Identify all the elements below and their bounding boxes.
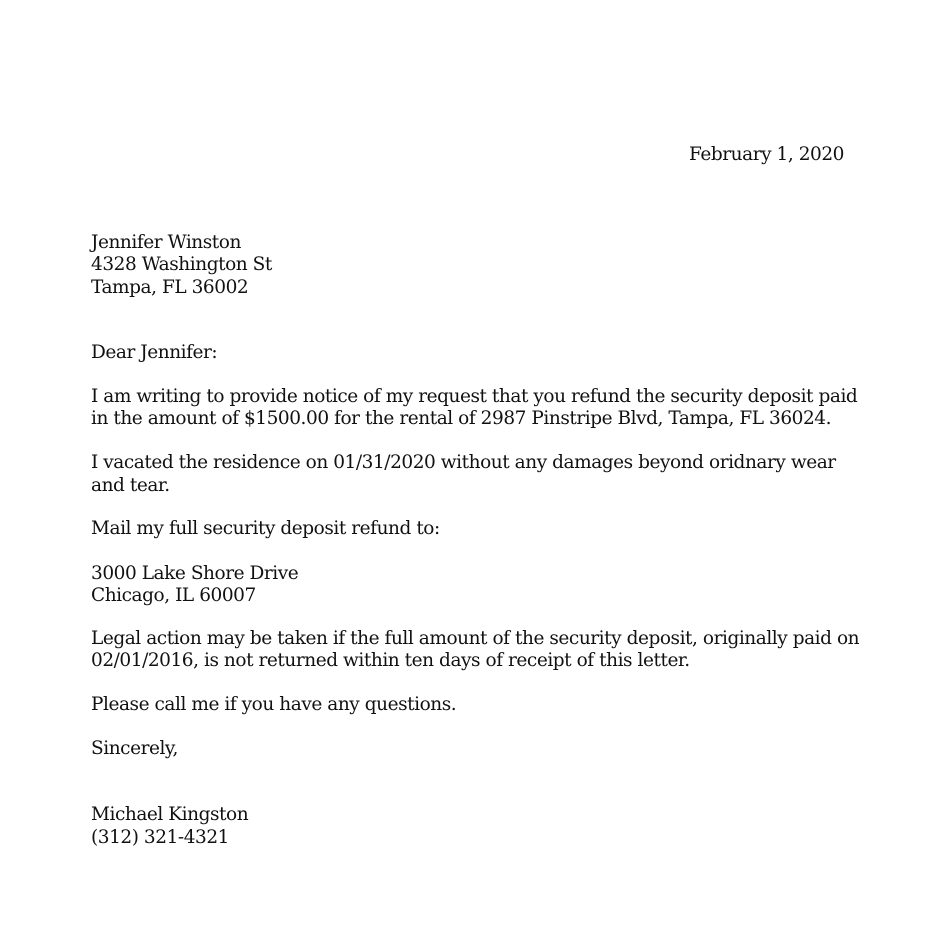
vacated-paragraph-line-1: I vacated the residence on 01/31/2020 without any damages beyond oridnary wear — [91, 452, 836, 473]
salutation: Dear Jennifer: — [91, 342, 218, 363]
recipient-name: Jennifer Winston — [91, 232, 241, 253]
refund-paragraph-line-2: in the amount of $1500.00 for the rental of 2987 Pinstripe Blvd, Tampa, FL 36024. — [91, 408, 832, 429]
legal-paragraph-line-1: Legal action may be taken if the full amount of the security deposit, originally paid on — [91, 628, 860, 649]
closing-request: Please call me if you have any questions. — [91, 694, 457, 715]
recipient-street: 4328 Washington St — [91, 254, 272, 275]
return-address-city-state-zip: Chicago, IL 60007 — [91, 585, 256, 606]
recipient-city-state-zip: Tampa, FL 36002 — [91, 277, 249, 298]
letter-date: February 1, 2020 — [689, 144, 844, 165]
refund-paragraph-line-1: I am writing to provide notice of my request that you refund the security deposit paid — [91, 386, 858, 407]
return-address-street: 3000 Lake Shore Drive — [91, 563, 299, 584]
sender-name: Michael Kingston — [91, 804, 249, 825]
mail-instruction: Mail my full security deposit refund to: — [91, 518, 440, 539]
closing: Sincerely, — [91, 738, 178, 759]
legal-paragraph-line-2: 02/01/2016, is not returned within ten days of receipt of this letter. — [91, 650, 690, 671]
sender-phone: (312) 321-4321 — [91, 827, 229, 848]
vacated-paragraph-line-2: and tear. — [91, 475, 170, 496]
